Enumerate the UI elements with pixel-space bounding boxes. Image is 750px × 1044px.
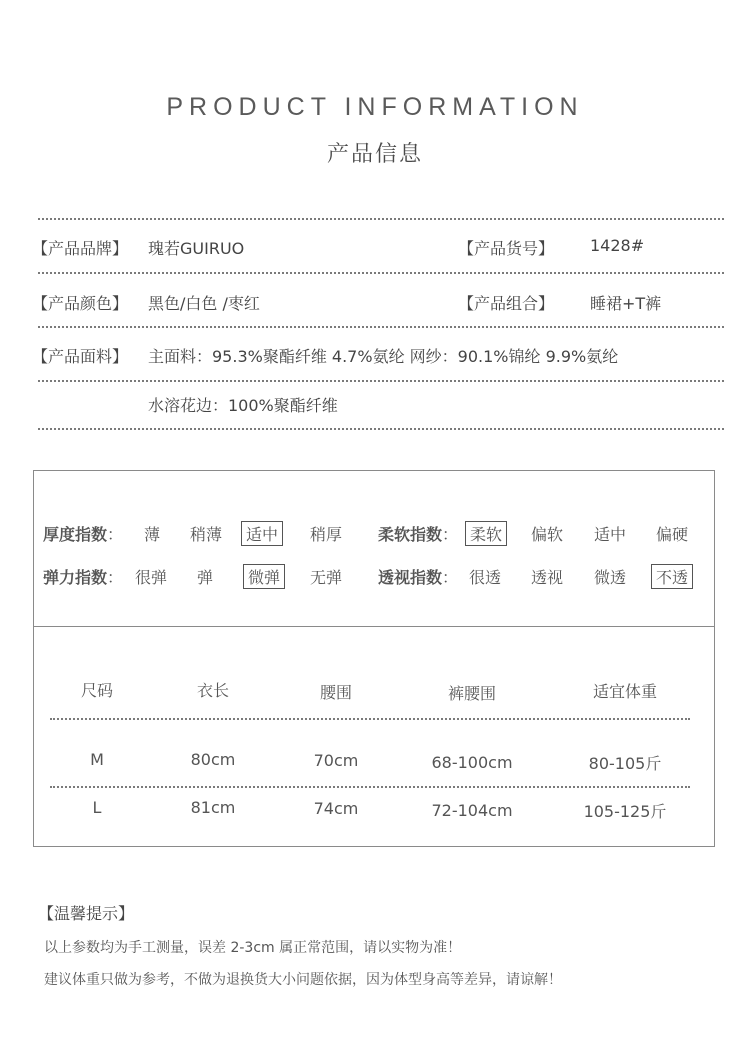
combo-label: 【产品组合】 xyxy=(458,294,555,313)
combo-value: 睡裙+T裤 xyxy=(590,294,662,313)
sku-label: 【产品货号】 xyxy=(458,239,555,258)
fabric-label: 【产品面料】 xyxy=(32,347,129,366)
transparency-option: 透视 xyxy=(531,568,564,587)
title-english: PRODUCT INFORMATION xyxy=(166,93,584,121)
brand-label: 【产品品牌】 xyxy=(32,239,129,258)
table-divider xyxy=(50,786,690,788)
elasticity-label: 弹力指数： xyxy=(43,568,124,587)
table-cell: 105-125斤 xyxy=(583,802,667,821)
divider xyxy=(38,380,724,382)
softness-option: 偏软 xyxy=(531,525,564,544)
table-cell: 80cm xyxy=(190,750,236,769)
softness-option-selected: 柔软 xyxy=(465,521,507,546)
transparency-option: 很透 xyxy=(469,568,502,587)
tips-title: 【温馨提示】 xyxy=(38,904,135,923)
elasticity-option: 弹 xyxy=(197,568,214,587)
brand-value: 瑰若GUIRUO xyxy=(148,239,245,258)
divider xyxy=(38,218,724,220)
sku-value: 1428# xyxy=(590,236,645,255)
softness-option: 适中 xyxy=(594,525,627,544)
thickness-option-selected: 适中 xyxy=(241,521,283,546)
divider xyxy=(38,428,724,430)
table-cell: 74cm xyxy=(313,799,359,818)
fabric-value-main: 主面料：95.3%聚酯纤维 4.7%氨纶 网纱：90.1%锦纶 9.9%氨纶 xyxy=(148,347,619,366)
tips-line: 以上参数均为手工测量，误差 2-3cm 属正常范围，请以实物为准！ xyxy=(44,940,462,956)
fabric-value-lace: 水溶花边：100%聚酯纤维 xyxy=(148,396,338,415)
table-cell: M xyxy=(90,750,104,769)
index-panel xyxy=(33,470,715,627)
table-header-weight: 适宜体重 xyxy=(592,682,657,701)
table-header-pants-waist: 裤腰围 xyxy=(447,684,496,703)
transparency-option-selected: 不透 xyxy=(651,564,693,589)
table-cell: 81cm xyxy=(190,798,236,817)
transparency-label: 透视指数： xyxy=(378,568,459,587)
thickness-option: 薄 xyxy=(144,525,161,544)
tips-line: 建议体重只做为参考，不做为退换货大小问题依据，因为体型身高等差异，请谅解！ xyxy=(44,972,562,988)
transparency-option: 微透 xyxy=(594,568,627,587)
elasticity-option: 很弹 xyxy=(135,568,168,587)
softness-option: 偏硬 xyxy=(656,525,689,544)
thickness-label: 厚度指数： xyxy=(43,525,124,544)
divider xyxy=(38,326,724,328)
title-chinese: 产品信息 xyxy=(326,142,423,167)
table-header-length: 衣长 xyxy=(196,681,229,700)
thickness-option: 稍厚 xyxy=(310,525,343,544)
elasticity-option-selected: 微弹 xyxy=(243,564,285,589)
table-header-size: 尺码 xyxy=(80,681,113,700)
table-cell: 72-104cm xyxy=(431,801,513,820)
table-cell: 80-105斤 xyxy=(588,754,662,773)
color-value: 黑色/白色 /枣红 xyxy=(148,294,260,313)
table-divider xyxy=(50,718,690,720)
color-label: 【产品颜色】 xyxy=(32,294,129,313)
table-cell: 68-100cm xyxy=(431,753,513,772)
thickness-option: 稍薄 xyxy=(190,525,223,544)
softness-label: 柔软指数： xyxy=(378,525,459,544)
elasticity-option: 无弹 xyxy=(310,568,343,587)
table-cell: L xyxy=(92,798,102,817)
table-header-waist: 腰围 xyxy=(319,683,352,702)
table-cell: 70cm xyxy=(313,751,359,770)
divider xyxy=(38,272,724,274)
